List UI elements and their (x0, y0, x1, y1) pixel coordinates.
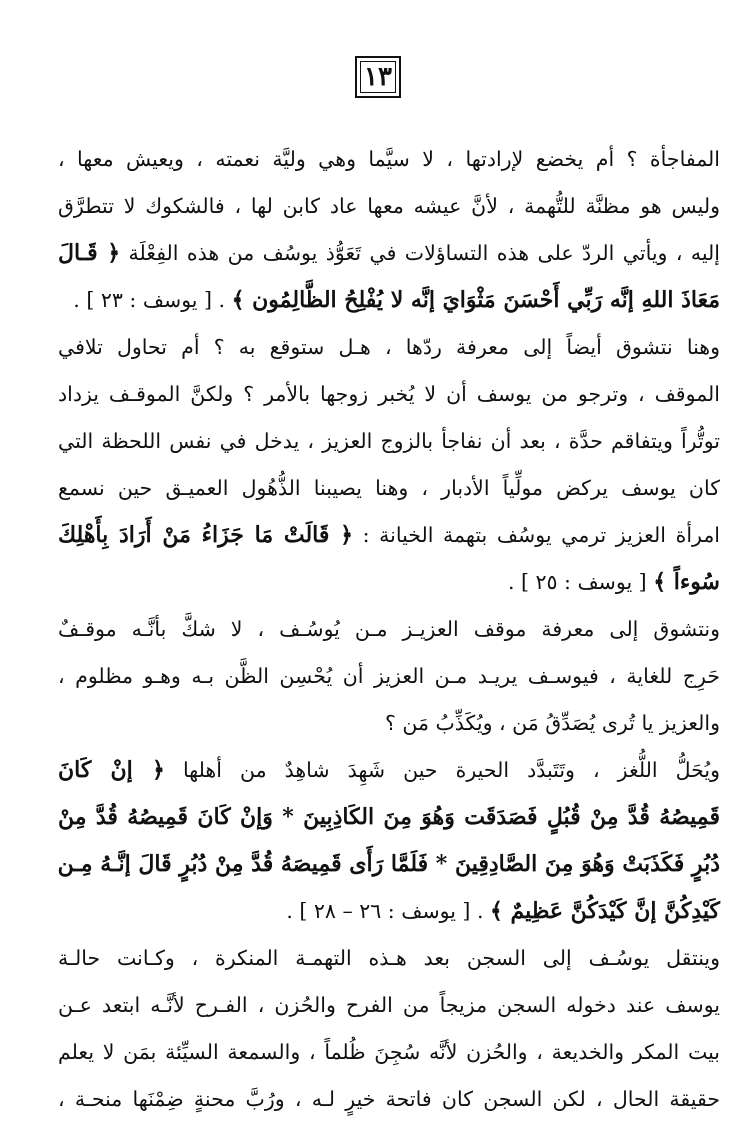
text-line (58, 606, 720, 653)
quran-verse: قَمِيصُهُ قُدَّ مِنْ قُبُلٍ فَصَدَقَت وَهُوَ مِنَ الكَاذِبِينَ * وَإنْ كَانَ قَمِيصُهُ قُدَّ مِنْ (58, 804, 720, 830)
line-text: ويُحَلُّ اللُّغز ، وتَتَبدَّد الحيرة حين شَهِدَ شاهِدٌ من أهلها (164, 758, 720, 782)
quran-verse: ﴿ قَالَتْ مَا جَزَاءُ مَنْ أَرَادَ بِأَهْلِكَ (58, 522, 354, 548)
line-text: والعزيز يا تُرى يُصَدِّقُ مَن ، ويُكَذِّبُ مَن ؟ (384, 711, 720, 735)
text-line (58, 653, 720, 700)
page-number: ١٣ (364, 62, 392, 92)
paragraph (58, 606, 720, 747)
quran-verse: كَيْدِكُنَّ إنَّ كَيْدَكُنَّ عَظِيمٌ ﴾ (489, 898, 720, 924)
line-text: . [ يوسف : ٢٣ ] . (73, 288, 232, 312)
line-text: وليس هو مظنَّة للتُّهمة ، لأنَّ عيشه معها عاد كابن لها ، فالشكوك لا تتطرَّق (58, 194, 720, 218)
text-line (58, 559, 720, 606)
line-text: [ يوسف : ٢٥ ] . (507, 570, 654, 594)
text-line (58, 136, 720, 183)
line-text: الموقف ، وترجو من يوسف أن لا يُخبر زوجها بالأمر ؟ ولكنَّ الموقـف يزداد (58, 382, 720, 406)
line-text: ونتشوق إلى معرفة موقف العزيـز مـن يُوسُـف ، لا شكَّ بأنَّـه موقـفٌ (58, 617, 720, 641)
text-line (58, 277, 720, 324)
paragraph (58, 136, 720, 324)
text-line (58, 371, 720, 418)
text-line (58, 418, 720, 465)
quran-verse: سُوءاً ﴾ (653, 569, 720, 595)
line-text: حقيقة الحال ، لكن السجن كان فاتحة خيرٍ لـه ، ورُبَّ محنةٍ ضِمْنَها منحـة ، (58, 1087, 720, 1111)
line-text: وينتقل يوسُـف إلى السجن بعد هـذه التهمـة المنكرة ، وكـانت حالـة (58, 946, 720, 970)
paragraph (58, 747, 720, 935)
line-text: امرأة العزيز ترمي يوسُف بتهمة الخيانة : (353, 523, 720, 547)
line-text: . [ يوسف : ٢٦ – ٢٨ ] . (286, 899, 490, 923)
text-line (58, 794, 720, 841)
text-line (58, 841, 720, 888)
text-line (58, 888, 720, 935)
text-line (58, 465, 720, 512)
body-text (58, 136, 720, 1123)
quran-verse: ﴿ قَـالَ (58, 240, 121, 266)
line-text: حَرِج للغاية ، فيوسـف يريـد مـن العزيز أن يُحْسِن الظَّن بـه وهـو مظلوم ، (58, 664, 720, 688)
text-line (58, 230, 720, 277)
line-text: وهنا نتشوق أيضاً إلى معرفة ردّها ، هـل ستوقع به ؟ أم تحاول تلافي (58, 335, 720, 359)
text-line (58, 512, 720, 559)
text-line (58, 1076, 720, 1123)
text-line (58, 324, 720, 371)
line-text: إليه ، ويأتي الردّ على هذه التساؤلات في تَعَوُّذ يوسُف من هذه الفِعْلَة (120, 241, 721, 265)
paragraph (58, 935, 720, 1123)
quran-verse: ﴿ إنْ كَانَ (58, 757, 165, 783)
text-line (58, 935, 720, 982)
text-line (58, 183, 720, 230)
line-text: يوسف عند دخوله السجن مزيجاً من الفرح والحُزن ، الفـرح لأنَّـه ابتعد عـن (58, 993, 720, 1017)
paragraph (58, 324, 720, 606)
quran-verse: دُبُرٍ فَكَذَبَتْ وَهُوَ مِنَ الصَّادِقِينَ * فَلَمَّا رَأَى قَمِيصَهُ قُدَّ مِنْ دُبُرٍ قَالَ إنَّـهُ مِـن (57, 851, 720, 877)
text-line (58, 747, 720, 794)
line-text: بيت المكر والخديعة ، والحُزن لأنَّه سُجِنَ ظُلماً ، والسمعة السيِّئة بمَن لا يعلم (58, 1040, 720, 1064)
text-line (58, 982, 720, 1029)
line-text: كان يوسف يركض مولِّياً الأدبار ، وهنا يصيبنا الذُّهُول العميـق حين نسمع (58, 476, 720, 500)
line-text: توتُّراً ويتفاقم حدَّة ، بعد أن نفاجأ بالزوج العزيز ، يدخل في نفس اللحظة التي (58, 429, 720, 453)
quran-verse: مَعَاذَ اللهِ إنَّه رَبِّي أَحْسَنَ مَثْوَايَ إنَّه لا يُفْلِحُ الظَّالِمُون ﴾ (231, 287, 720, 313)
text-line (58, 700, 720, 747)
page-number-box (355, 56, 401, 98)
text-line (58, 1029, 720, 1076)
line-text: المفاجأة ؟ أم يخضع لإرادتها ، لا سيَّما وهي وليَّة نعمته ، ويعيش معها ، (58, 147, 720, 171)
